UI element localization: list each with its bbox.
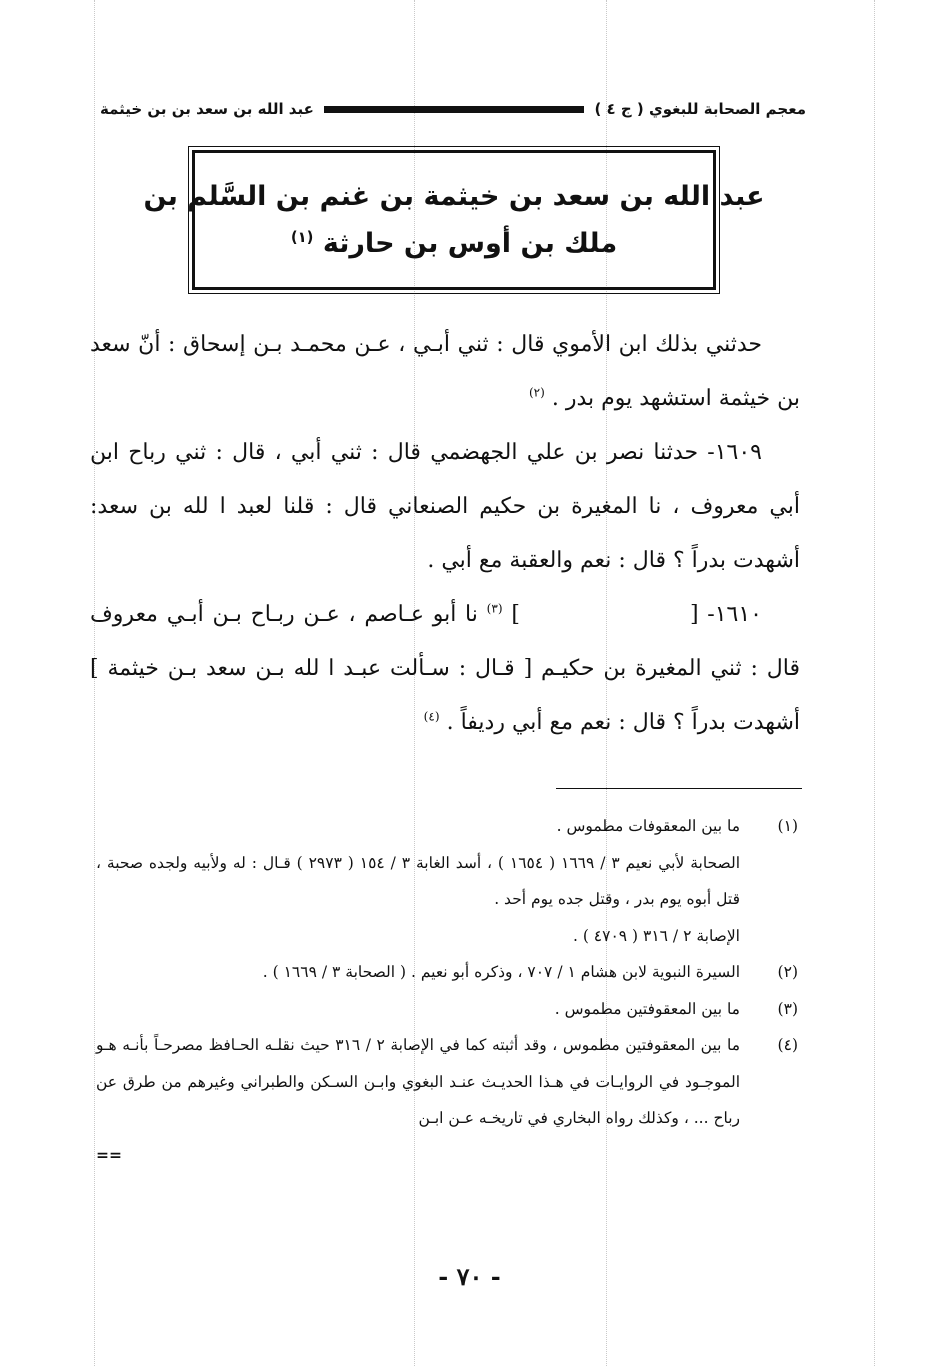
footnote-1 [96,808,798,845]
footnote-number: (١) [777,817,798,835]
section-title-box [143,150,765,290]
footnote-4 [96,1027,798,1137]
footnote-number: (٣) [777,999,798,1018]
footnote-3 [96,991,798,1028]
footnote-text: ما بين المعقوفات مطموس . [556,817,740,835]
footnote-ref-4: (٤) [423,709,440,724]
page-number: - ٧٠ - [438,1262,501,1291]
footnote-text: السيرة النبوية لابن هشام ١ / ٧٠٧ ، وذكره أبو نعيم . ( الصحابة ٣ / ١٦٦٩ ) . [262,963,740,981]
footnote-text: ما بين المعقوفتين مطموس ، وقد أثبته كما في الإصابة ٢ / ٣١٦ حيث نقلـه الحـافظ مصرحـاً بأنـه هـو الموجـود في الروايـات في هـذا الحديـث عنـد البغوي وابـن السـكن والطبراني وغيرهم من طرق عن رباح ... ، وكذلك رواه البخاري في تاريخـه عـن ابـن [96,1036,740,1127]
header-book-title: معجم الصحابة للبغوي ( ج ٤ ) [594,100,806,118]
section-title-line2-text: ملك بن أوس بن حارثة [322,228,618,259]
footnote-ref-2: (٢) [528,385,545,400]
footnote-1-continuation: الإصابة ٢ / ٣١٦ ( ٤٧٠٩ ) . [572,926,740,945]
section-title-line1: عبد الله بن سعد بن خيثمة بن غنم بن السَّلم بن [143,181,765,212]
paragraph-1-text: حدثني بذلك ابن الأموي قال : ثني أبـي ، عـن محمـد بـن إسحاق : أنّ سعد بن خيثمة استشهد يوم بدر . [90,332,800,411]
footnote-2 [96,954,798,991]
header-rule [324,106,585,113]
hadith-1610-number: ١٦١٠- [ [689,602,762,627]
paragraph-hadith-1610 [90,588,800,750]
footnote-number: (٤) [777,1036,798,1054]
paragraph-1 [90,318,800,426]
scan-line [874,0,875,1366]
bracket-close: ] [511,602,520,627]
footnote-number: (٢) [777,963,798,981]
footnote-separator [556,788,802,789]
footnote-ref-3: (٣) [486,601,503,616]
section-title-line2 [291,228,617,259]
hadith-1610-text: نا أبو عـاصم ، عـن ربـاح بـن أبـي معروف قال : ثني المغيرة بن حكيـم [ قـال : سـألت عبـد ا لله بـن سعد بـن خيثمة ] أشهدت بدراً ؟ قال : نعم مع أبي رديفاً . [90,602,800,735]
footnote-ref-1: (١) [290,228,314,246]
footnote-text: ما بين المعقوفتين مطموس . [554,999,740,1018]
paragraph-hadith-1609: ١٦٠٩- حدثنا نصر بن علي الجهضمي قال : ثني أبي ، قال : ثني رباح ابن أبي معروف ، نا المغيرة بن حكيم الصنعاني قال : قلنا لعبد ا لله بن سعد: أشهدت بدراً ؟ قال : نعم والعقبة مع أبي . [90,440,800,573]
running-header [100,96,806,122]
footnote-1-continuation: الصحابة لأبي نعيم ٣ / ١٦٦٩ ( ١٦٥٤ ) ، أسد الغابة ٣ / ١٥٤ ( ٢٩٧٣ ) قـال : له ولأبيه ولجده صحبة ، قتل أبوه يوم بدر ، وقتل جده يوم أحد . [96,853,741,908]
body-text [90,318,800,750]
header-chapter-title: عبد الله بن سعد بن بن خيثمة [100,100,314,118]
continuation-mark: == [96,1145,122,1164]
footnotes [96,808,798,1173]
